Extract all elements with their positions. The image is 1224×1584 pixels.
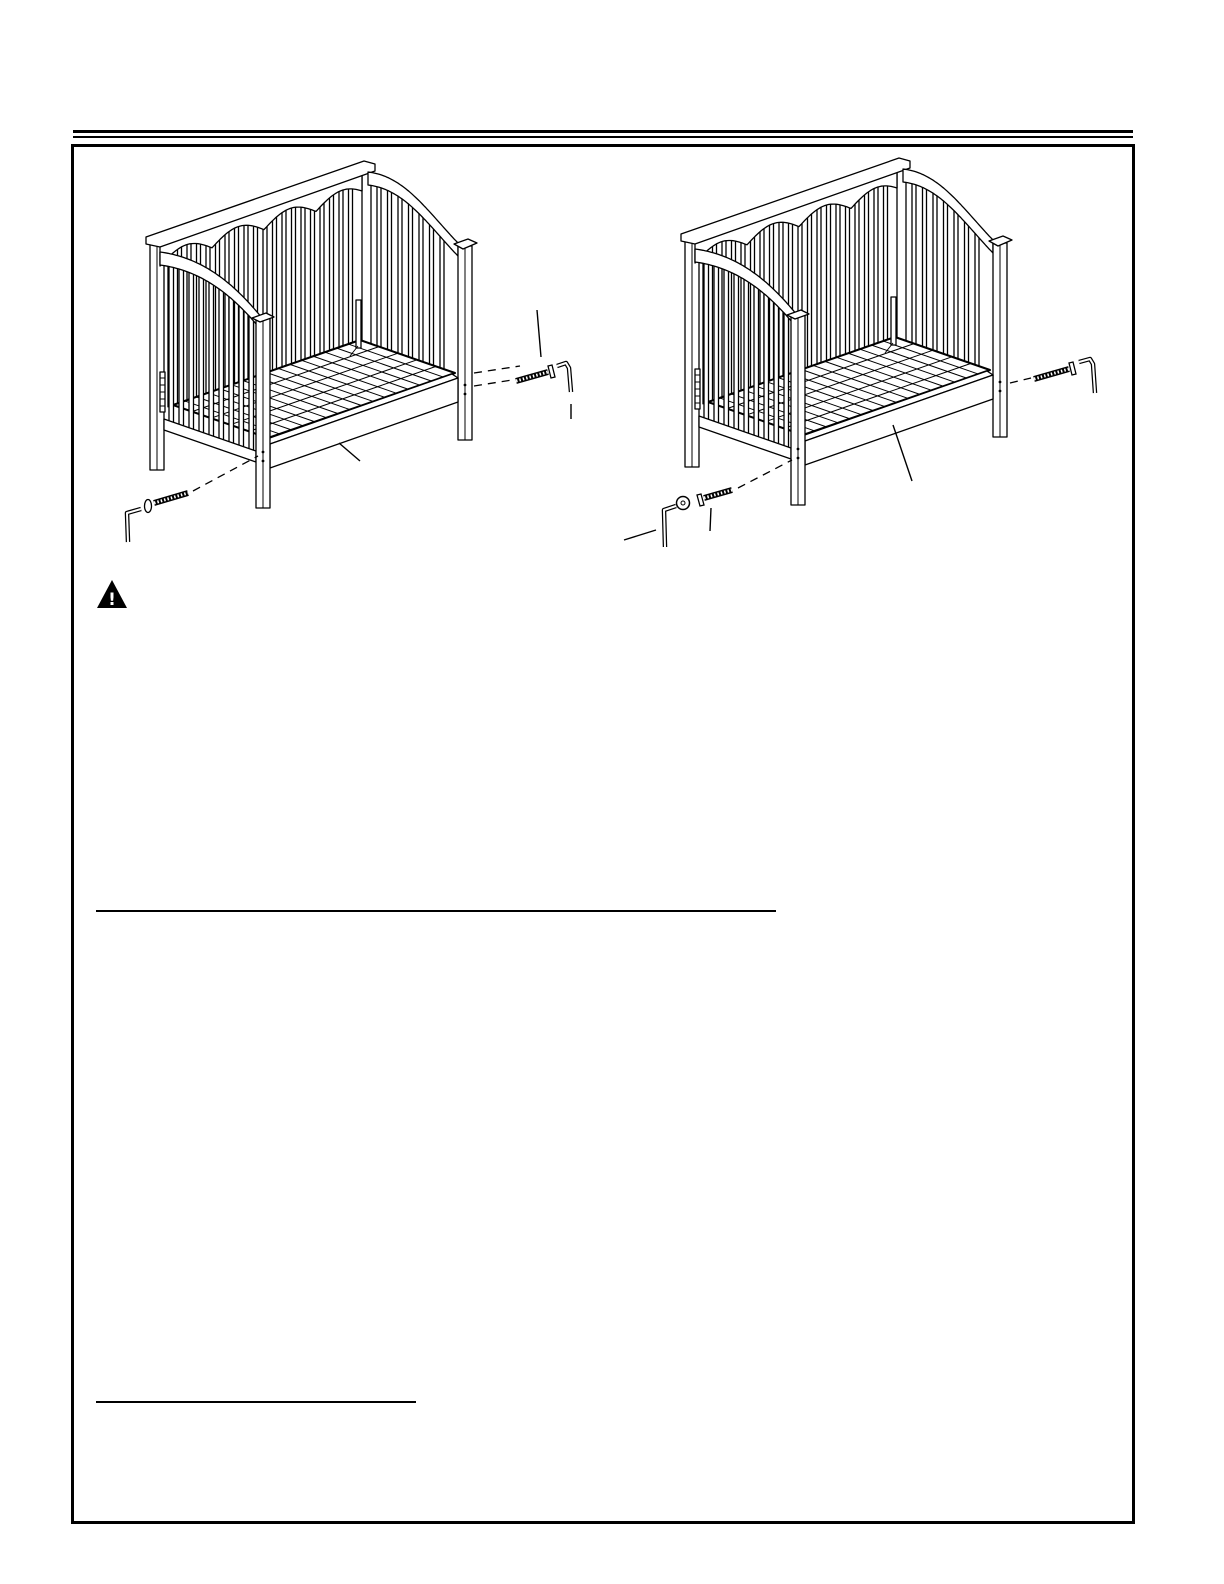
bolt-icon [697,490,732,506]
left-end-slat [169,265,174,424]
back-slat [282,208,286,367]
left-end-slat [764,292,769,442]
back-right-post [362,170,371,345]
left-end-slat [744,277,749,434]
allen-wrench-icon [1079,359,1095,393]
warning-icon [96,579,128,609]
back-slat [855,198,859,351]
leader-line [710,508,711,531]
left-end-slat [249,314,254,451]
back-slat [349,187,353,344]
back-slat [874,185,878,344]
left-end-slat [714,264,719,424]
right-end-slat [388,188,392,359]
bolt-hole [797,448,800,451]
back-slat [827,202,831,360]
left-end-slat [189,270,194,430]
warning-exclamation: ! [108,590,116,609]
right-end-slat [377,185,381,356]
bolt-icon [1034,362,1076,379]
right-end-slat [933,191,937,360]
alignment-dashed-line [738,460,792,488]
bolt-hole [262,451,265,454]
alignment-dashed-line [474,380,512,386]
back-slat [292,205,296,363]
bolt-hole [797,457,800,460]
allen-wrench-icon [557,363,571,392]
bolt-hole [999,381,1002,384]
back-slat [301,205,305,360]
back-slat [836,202,840,357]
back-slat [808,212,812,367]
section-rule [96,910,776,912]
back-slat [330,193,334,350]
back-slat [339,188,343,347]
left-end-slat [734,272,739,431]
bolt-hole [464,393,467,396]
right-end-slat [965,220,969,372]
left-end-slat [229,295,234,445]
left-end-slat [209,280,214,437]
crib-illustration-1 [146,161,477,508]
mattress-support-bracket [891,297,896,345]
alignment-dashed-line [193,456,258,491]
right-end-slat [944,199,948,364]
left-end-slat [724,267,729,427]
right-end-slat [912,182,916,353]
washer-outer [677,497,690,510]
back-slat [884,184,888,341]
left-end-slat [774,301,779,445]
bolt-hole [262,460,265,463]
left-end-slat [239,304,244,448]
leader-line [537,310,541,357]
leader-line [339,443,360,461]
allen-wrench-icon [664,506,676,547]
leader-line [893,425,912,481]
bolt-head [548,365,555,378]
back-slat [320,201,324,354]
right-end-slat [419,212,423,371]
bolt-head [145,500,152,513]
right-end-slat [954,209,958,368]
left-end-slat [704,262,709,421]
leader-line [624,530,656,540]
right-end-slat [923,185,927,356]
right-end-slat [430,223,434,375]
back-slat [865,190,869,347]
mattress-support-bracket [356,300,361,348]
back-slat [817,205,821,364]
allen-wrench-icon [127,509,141,542]
back-slat [273,215,277,370]
bolt-hole [999,390,1002,393]
bolt-hole [464,384,467,387]
back-slat [846,204,850,354]
right-end-slat [398,194,402,363]
left-end-slat [784,311,789,448]
bolt-head [1069,362,1076,375]
allen-wrench-outline [127,509,141,542]
section-rule [96,1401,416,1403]
bolt-icon [516,365,555,381]
alignment-dashed-line [1010,378,1031,383]
bolt-icon [145,493,189,513]
left-end-slat [179,267,184,427]
left-end-slat [199,275,204,434]
left-end-slat [754,284,759,438]
assembly-illustrations [0,0,1224,600]
right-end-slat [440,234,444,378]
washer-icon [677,497,690,510]
crib-illustration-2 [681,158,1012,505]
right-end-slat [409,202,413,367]
back-slat [311,207,315,357]
left-end-slat [219,287,224,441]
back-right-post [897,167,906,342]
right-end-slat [975,231,979,375]
bolt-head [697,494,704,506]
alignment-dashed-line [474,366,520,373]
